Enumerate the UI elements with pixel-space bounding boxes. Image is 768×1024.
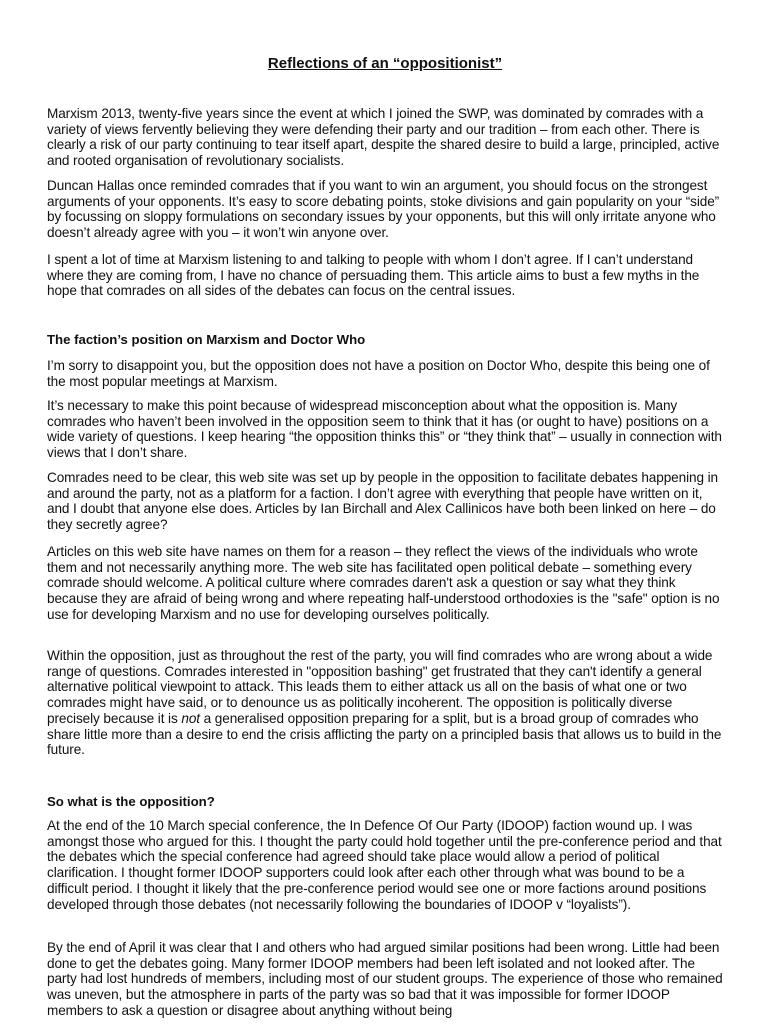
paragraph-text-before: Within the opposition, just as throughout the rest of the party, you will find comrades who are wrong about a wide range of questions. Comrades interested in "opposition bashing" get frustrated that they can't identify a general alternative political viewpoint to attack. This leads them to either attack us all on the basis of what one or two comrades might have said, or to denounce us as politically incoherent. The opposition is politically diverse precisely because it is bbox=[47, 648, 713, 726]
intro-paragraph-2: Duncan Hallas once reminded comrades that if you want to win an argument, you should focus on the strongest arguments of your opponents. It’s easy to score debating points, stoke divisions and gain popularity on your “side” by focussing on sloppy formulations on secondary issues by your opponents, but this will only irritate anyone who doesn’t already agree with you – it won’t win anyone over. bbox=[47, 178, 720, 241]
section1-paragraph-1: I’m sorry to disappoint you, but the opposition does not have a position on Doctor Who, despite this being one of the most popular meetings at Marxism. bbox=[47, 358, 710, 389]
section2-paragraph-1: At the end of the 10 March special conference, the In Defence Of Our Party (IDOOP) faction wound up. I was amongst those who argued for this. I thought the party could hold together until the pre-conference period and that the debates which the special conference had agreed should take place would allow a period of political clarification. I thought former IDOOP supporters could look after each other through what was bound to be a difficult period. I thought it likely that the pre-conference period would see one or more factions around positions developed through those debates (not necessarily following the boundaries of IDOOP v “loyalists”). bbox=[47, 818, 722, 912]
section1-paragraph-4: Articles on this web site have names on them for a reason – they reflect the views of the individuals who wrote them and not necessarily anything more. The web site has facilitated open political debate – something every comrade should welcome. A political culture where comrades daren't ask a question or say what they think because they are afraid of being wrong and where repeating half-understood orthodoxies is the "safe" option is no use for developing Marxism and no use for developing ourselves politically. bbox=[47, 544, 720, 622]
section1-paragraph-2: It’s necessary to make this point because of widespread misconception about what the opposition is. Many comrades who haven’t been involved in the opposition seem to think that it has (or ought to have) positions on a wide variety of questions. I keep hearing “the opposition thinks this” or “they think that” – usually in connection with views that I don’t share. bbox=[47, 398, 722, 461]
emphasis-not: not bbox=[181, 710, 200, 726]
intro-paragraph-3: I spent a lot of time at Marxism listening to and talking to people with whom I don’t agree. If I can’t understand where they are coming from, I have no chance of persuading them. This article aims to bust a few myths in the hope that comrades on all sides of the debates can focus on the central issues. bbox=[47, 252, 700, 299]
section2-paragraph-2: By the end of April it was clear that I and others who had argued similar positions had been wrong. Little had been done to get the debates going. Many former IDOOP members had been left isolated and not looked after. The party had lost hundreds of members, including most of our student groups. The experience of those who remained was uneven, but the atmosphere in parts of the party was so bad that it was impossible for former IDOOP members to ask a question or disagree about anything without being bbox=[47, 940, 723, 1018]
section1-paragraph-3: Comrades need to be clear, this web site was set up by people in the opposition to facilitate debates happening in and around the party, not as a platform for a faction. I don’t agree with everything that people have written on it, and I doubt that anyone else does. Articles by Ian Birchall and Alex Callinicos have both been linked on here – do they secretly agree? bbox=[47, 470, 718, 533]
paragraph-text-after: a generalised opposition preparing for a split, but is a broad group of comrades who share little more than a desire to end the crisis afflicting the party on a principled basis that allows us to build in the future. bbox=[47, 710, 722, 758]
intro-paragraph-1: Marxism 2013, twenty-five years since the event at which I joined the SWP, was dominated by comrades with a variety of views fervently believing they were defending their party and our tradition – from each other. There is clearly a risk of our party continuing to tear itself apart, despite the shared desire to build a large, principled, active and rooted organisation of revolutionary socialists. bbox=[47, 106, 720, 169]
document-title: Reflections of an “oppositionist” bbox=[267, 55, 503, 72]
section-heading-doctor-who: The faction’s position on Marxism and Doctor Who bbox=[47, 332, 366, 347]
section-heading-what-is-opposition: So what is the opposition? bbox=[47, 794, 215, 809]
section1-paragraph-5 bbox=[47, 648, 723, 758]
